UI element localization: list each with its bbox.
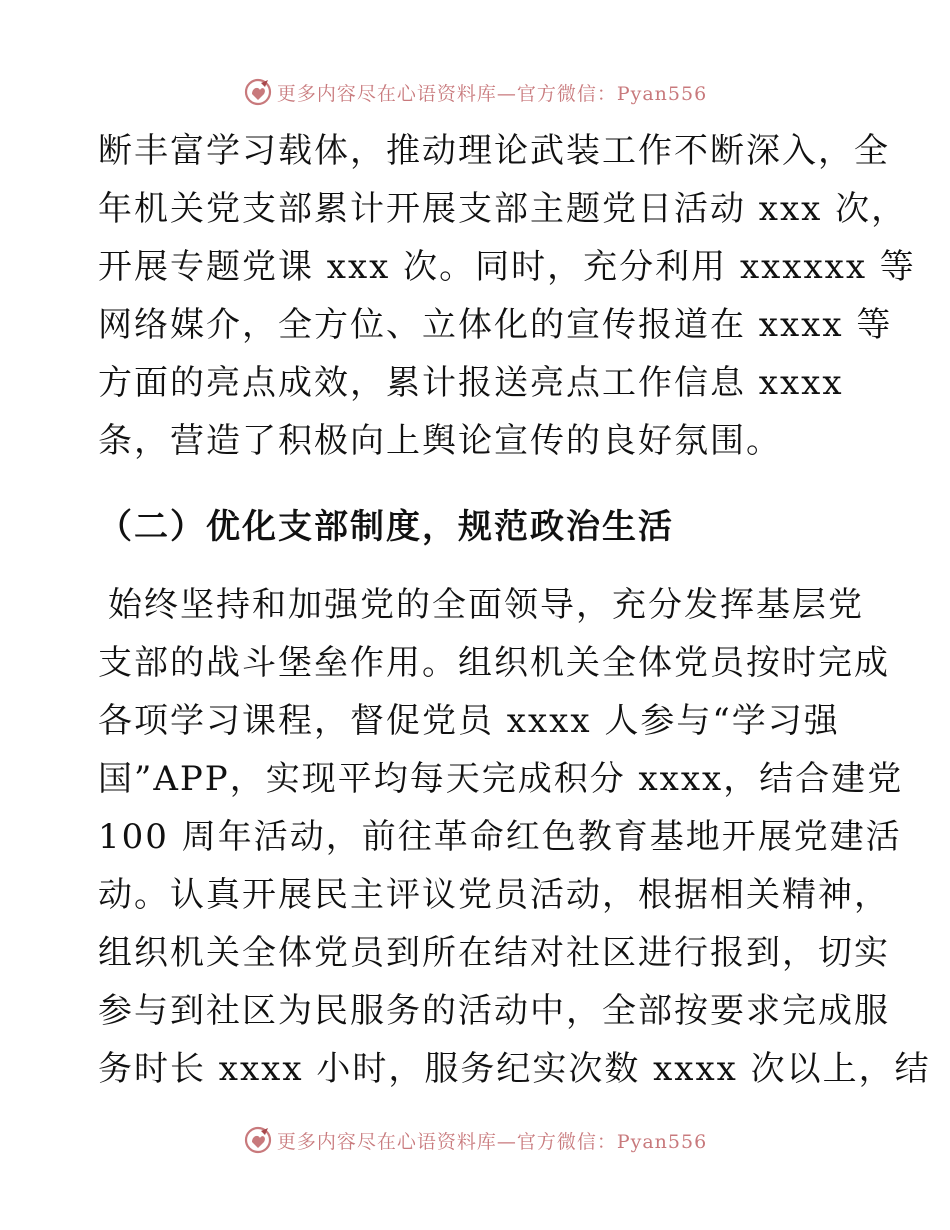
paragraph-line: 断丰富学习载体，推动理论武装工作不断深入，全 bbox=[98, 131, 890, 171]
heart-quill-icon bbox=[243, 77, 273, 107]
paragraph-line: 100 周年活动，前往革命红色教育基地开展党建活 bbox=[98, 817, 902, 857]
paragraph-line: 方面的亮点成效，累计报送亮点工作信息 xxxx bbox=[98, 363, 844, 403]
paragraph-line: 年机关党支部累计开展支部主题党日活动 xxx 次， bbox=[98, 189, 908, 229]
paragraph-line: 动。认真开展民主评议党员活动，根据相关精神， bbox=[98, 875, 890, 915]
watermark-brand bbox=[243, 1125, 707, 1155]
paragraph-line: 组织机关全体党员到所在结对社区进行报到，切实 bbox=[98, 933, 890, 973]
header-watermark bbox=[0, 74, 950, 110]
paragraph-line: 始终坚持和加强党的全面领导，充分发挥基层党 bbox=[108, 585, 864, 625]
watermark-brand bbox=[243, 77, 707, 107]
paragraph-line: 条，营造了积极向上舆论宣传的良好氛围。 bbox=[98, 421, 782, 461]
watermark-text: 更多内容尽在心语资料库—官方微信：Pyan556 bbox=[276, 82, 708, 105]
heart-quill-icon bbox=[243, 1125, 273, 1155]
document-body bbox=[98, 122, 931, 1098]
paragraph-line: 务时长 xxxx 小时，服务纪实次数 xxxx 次以上，结 bbox=[98, 1049, 931, 1089]
watermark-text: 更多内容尽在心语资料库—官方微信：Pyan556 bbox=[276, 1130, 708, 1153]
section-heading: （二）优化支部制度，规范政治生活 bbox=[98, 507, 674, 547]
paragraph-line: 参与到社区为民服务的活动中，全部按要求完成服 bbox=[98, 991, 890, 1031]
paragraph-line: 国”APP，实现平均每天完成积分 xxxx，结合建党 bbox=[98, 759, 904, 799]
paragraph-line: 网络媒介，全方位、立体化的宣传报道在 xxxx 等 bbox=[98, 305, 893, 345]
continued-paragraph bbox=[98, 122, 916, 470]
paragraph-line: 支部的战斗堡垒作用。组织机关全体党员按时完成 bbox=[98, 643, 890, 683]
footer-watermark bbox=[0, 1122, 950, 1158]
paragraph-line: 开展专题党课 xxx 次。同时，充分利用 xxxxxx 等 bbox=[98, 247, 916, 287]
paragraph-line: 各项学习课程，督促党员 xxxx 人参与“学习强 bbox=[98, 701, 840, 741]
section-two-paragraph bbox=[98, 576, 931, 1098]
